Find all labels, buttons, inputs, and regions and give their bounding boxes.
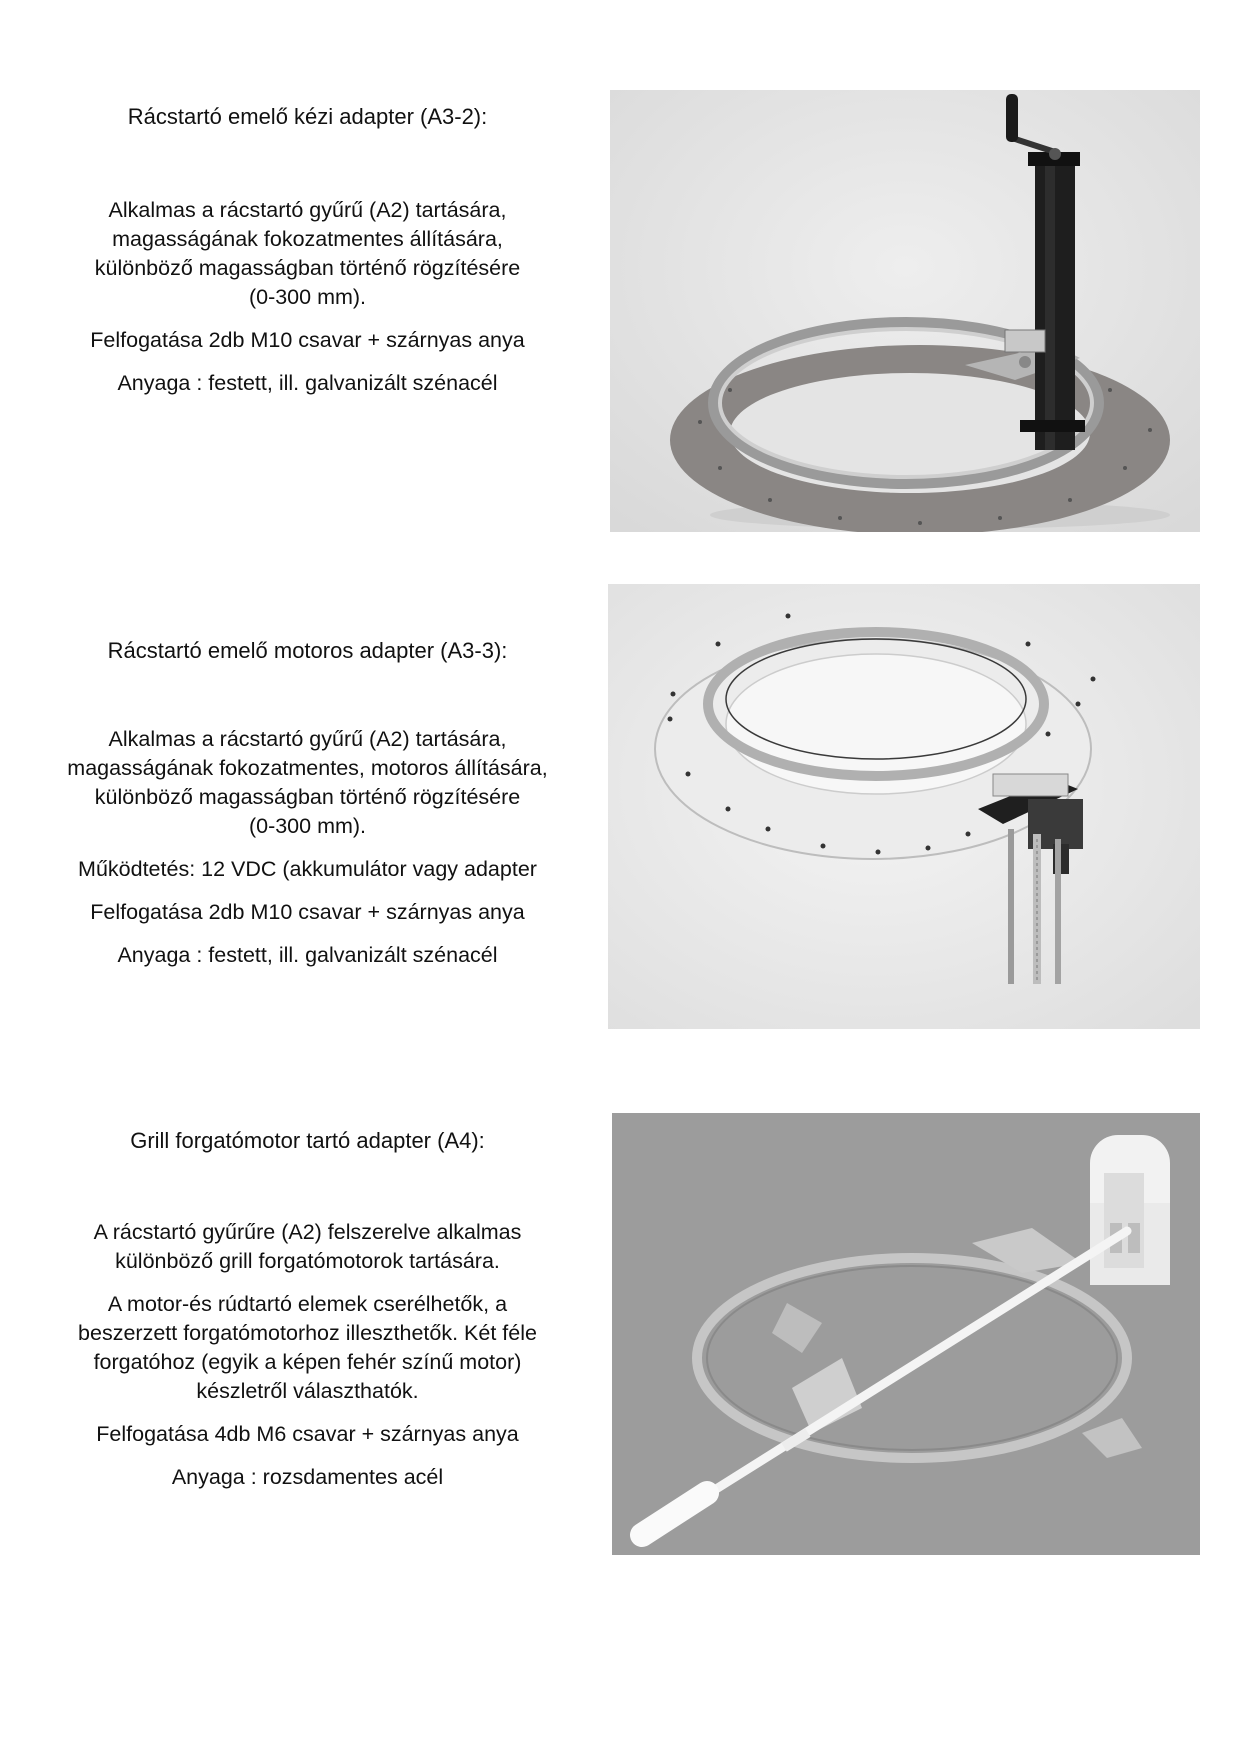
section-2-paragraph-4: [40, 941, 575, 970]
text-line: magasságának fokozatmentes, motoros állítására,: [67, 756, 548, 780]
section-2-paragraph-2: [40, 855, 575, 884]
section-1-image-manual-adapter: [610, 90, 1200, 532]
text-line: A rácstartó gyűrűre (A2) felszerelve alkalmas: [93, 1220, 522, 1244]
text-line: Anyaga : festett, ill. galvanizált szénacél: [117, 943, 498, 967]
section-3-paragraph-2: [40, 1290, 575, 1406]
text-line: Felfogatása 4db M6 csavar + szárnyas anya: [96, 1422, 519, 1446]
text-line: (0-300 mm).: [248, 285, 367, 309]
text-line: készletről választhatók.: [196, 1379, 419, 1403]
section-2-image-motor-adapter: [608, 584, 1200, 1029]
text-line: Működtetés: 12 VDC (akkumulátor vagy adapter: [78, 857, 537, 881]
section-2-title: Rácstartó emelő motoros adapter (A3-3):: [107, 638, 508, 663]
text-line: különböző grill forgatómotorok tartására.: [115, 1249, 500, 1273]
section-1-paragraph-3: [40, 369, 575, 398]
section-3-paragraph-1: [40, 1218, 575, 1276]
text-line: magasságának fokozatmentes állítására,: [112, 227, 503, 251]
section-3-paragraph-3: [40, 1420, 575, 1449]
text-line: különböző magasságban történő rögzítésére: [94, 256, 521, 280]
section-2-paragraph-3: [40, 898, 575, 927]
section-3-paragraph-4: [40, 1463, 575, 1492]
text-line: A motor-és rúdtartó elemek cserélhetők, a: [107, 1292, 508, 1316]
section-1-paragraph-1: [40, 196, 575, 312]
section-1-body: [40, 196, 575, 412]
text-line: Alkalmas a rácstartó gyűrű (A2) tartására,: [108, 727, 507, 751]
text-line: (0-300 mm).: [248, 814, 367, 838]
section-1-paragraph-2: [40, 326, 575, 355]
text-line: Felfogatása 2db M10 csavar + szárnyas anya: [90, 328, 525, 352]
text-line: Anyaga : festett, ill. galvanizált szénacél: [117, 371, 498, 395]
section-3-title: Grill forgatómotor tartó adapter (A4):: [130, 1128, 485, 1153]
text-line: Alkalmas a rácstartó gyűrű (A2) tartására,: [108, 198, 507, 222]
section-2-paragraph-1: [40, 725, 575, 841]
text-line: különböző magasságban történő rögzítésére: [94, 785, 521, 809]
text-line: forgatóhoz (egyik a képen fehér színű motor): [93, 1350, 522, 1374]
text-line: Felfogatása 2db M10 csavar + szárnyas anya: [90, 900, 525, 924]
text-line: beszerzett forgatómotorhoz illeszthetők. Két féle: [78, 1321, 537, 1345]
section-3-body: [40, 1218, 575, 1506]
section-3-image-rotisserie-adapter: [612, 1113, 1200, 1555]
section-1-title: Rácstartó emelő kézi adapter (A3-2):: [127, 104, 488, 129]
text-line: Anyaga : rozsdamentes acél: [171, 1465, 444, 1489]
section-2-body: [40, 725, 575, 984]
